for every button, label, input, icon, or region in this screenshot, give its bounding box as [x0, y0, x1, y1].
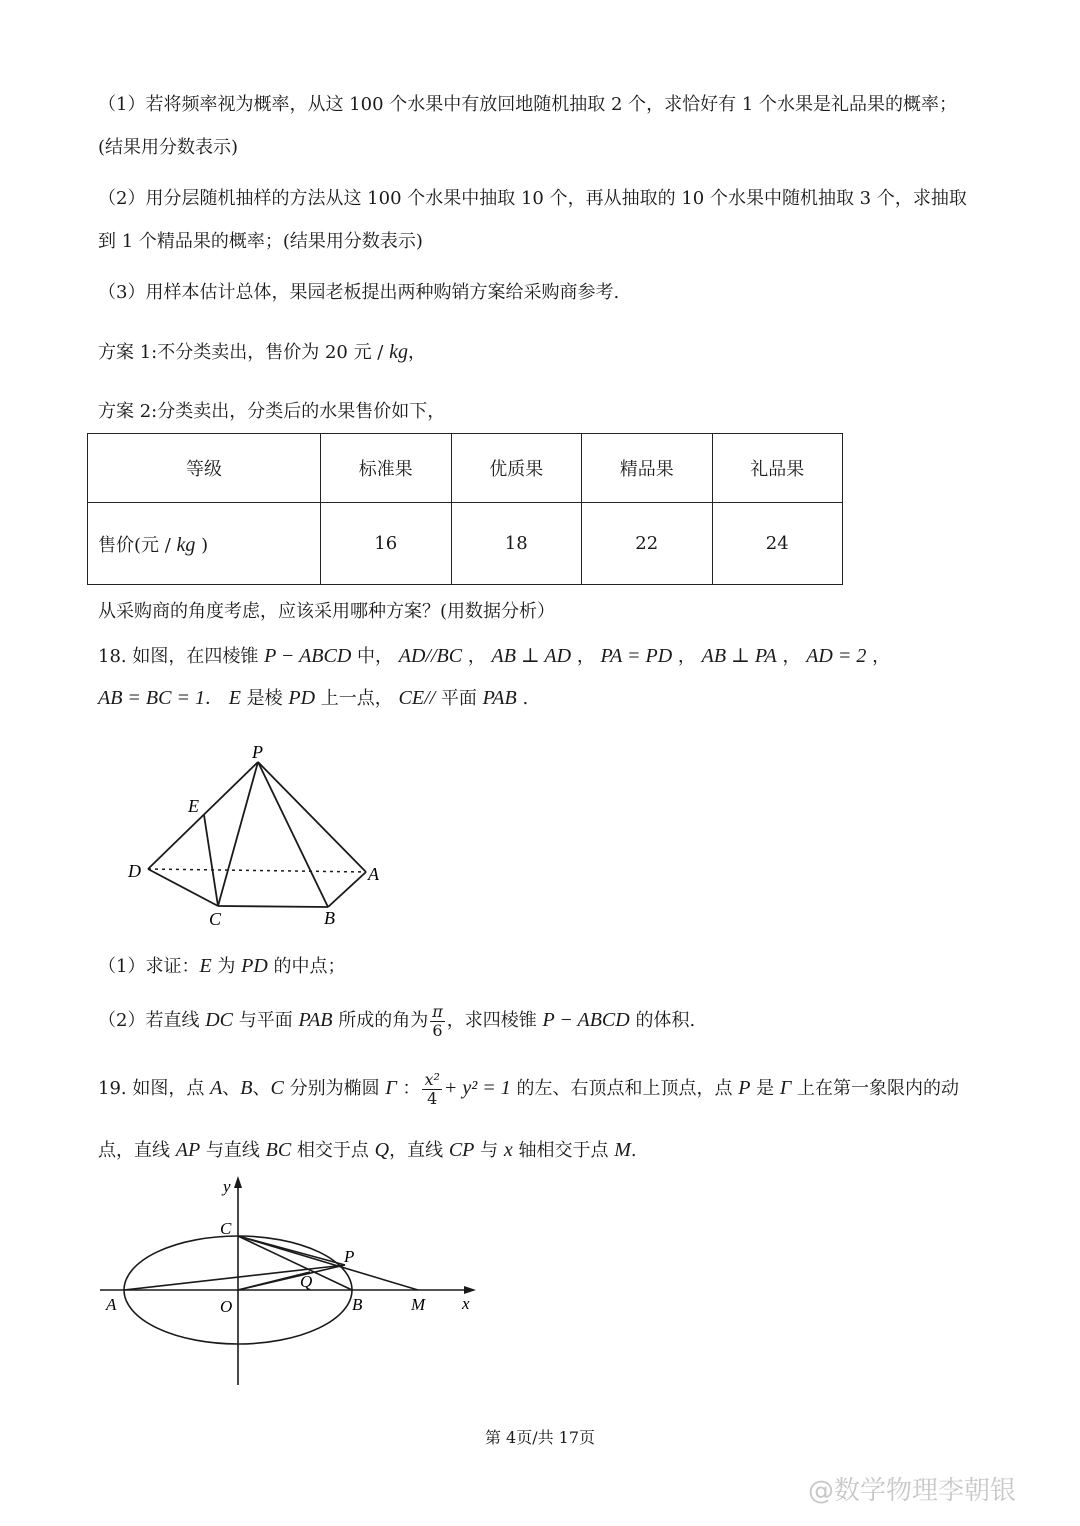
label-ellipse-C: C: [220, 1219, 232, 1238]
watermark: @数学物理李朝银: [808, 1476, 1017, 1506]
label-ellipse-Q: Q: [300, 1272, 313, 1291]
label-E: E: [188, 796, 199, 816]
ellipse-fraction: $\frac{\text{x²}}{4}$: [424, 1069, 440, 1108]
plan1-unit: kg: [389, 341, 408, 363]
q17-part2-line2: 到 1 个精品果的概率；(结果用分数表示): [98, 231, 423, 252]
header-grade: 等级: [88, 434, 321, 503]
price-standard: 16: [321, 503, 452, 585]
label-ellipse-B: B: [352, 1295, 363, 1314]
label-D: D: [128, 861, 141, 881]
label-ellipse-A: A: [106, 1295, 117, 1314]
label-A: A: [368, 864, 379, 884]
label-axis-x: x: [462, 1294, 470, 1313]
q18-sub2: （2）若直线 DC 与平面 PAB 所成的角为 $\frac{\pi}{6}$ ，求四棱锥 P − ABCD 的体积.: [98, 1001, 696, 1040]
plan1-text: 方案 1:不分类卖出，售价为 20 元 /: [98, 342, 390, 363]
header-gift: 礼品果: [712, 434, 843, 503]
q18-line1: 18. 如图，在四棱锥 P − ABCD 中， AD//BC ， AB ⊥ AD ， PA = PD ， AB ⊥ PA ， AD = 2 ，: [98, 645, 891, 667]
q17-part1-line1: （1）若将频率视为概率，从这 100 个水果中有放回地随机抽取 2 个，求恰好有 1 个水果是礼品果的概率；: [98, 94, 958, 115]
q18-line2: AB = BC = 1． E 是棱 PD 上一点， CE// 平面 PAB .: [98, 687, 529, 709]
q17-part2-line1: （2）用分层随机抽样的方法从这 100 个水果中抽取 10 个，再从抽取的 10 个水果中随机抽取 3 个，求抽取: [98, 188, 967, 209]
row-label-price: 售价(元 / kg ): [88, 503, 321, 585]
price-premium: 22: [582, 503, 713, 585]
label-C: C: [209, 909, 222, 929]
q17-part3: （3）用样本估计总体，果园老板提出两种购销方案给采购商参考.: [98, 282, 620, 303]
page-footer: 第 4页/共 17页: [484, 1428, 596, 1447]
price-quality: 18: [451, 503, 582, 585]
q17-closing: 从采购商的角度考虑，应该采用哪种方案？(用数据分析）: [98, 601, 556, 622]
header-premium: 精品果: [582, 434, 713, 503]
q19-line1: 19. 如图，点 A、B、C 分别为椭圆 Γ ： $\frac{\text{x²}}{4}$ + y² = 1 的左、右顶点和上顶点，点 P 是 Γ 上在第一象限内的动: [98, 1069, 959, 1108]
label-ellipse-P: P: [344, 1247, 355, 1266]
label-ellipse-M: M: [411, 1295, 426, 1314]
header-standard: 标准果: [321, 434, 452, 503]
q18-sub1: （1）求证：E 为 PD 的中点；: [98, 955, 346, 977]
q17-part1-line2: (结果用分数表示): [98, 137, 239, 158]
q17-plan2: 方案 2:分类卖出，分类后的水果售价如下，: [98, 401, 446, 422]
label-ellipse-O: O: [220, 1297, 233, 1316]
header-quality: 优质果: [451, 434, 582, 503]
pi-over-6-fraction: $\frac{\pi}{6}$: [432, 1001, 443, 1040]
price-gift: 24: [712, 503, 843, 585]
q19-line2: 点，直线 AP 与直线 BC 相交于点 Q，直线 CP 与 x 轴相交于点 M.: [98, 1139, 637, 1161]
label-B: B: [324, 908, 335, 928]
label-axis-y: y: [223, 1177, 231, 1196]
plan1-end: ，: [407, 342, 426, 363]
label-P: P: [252, 742, 263, 762]
